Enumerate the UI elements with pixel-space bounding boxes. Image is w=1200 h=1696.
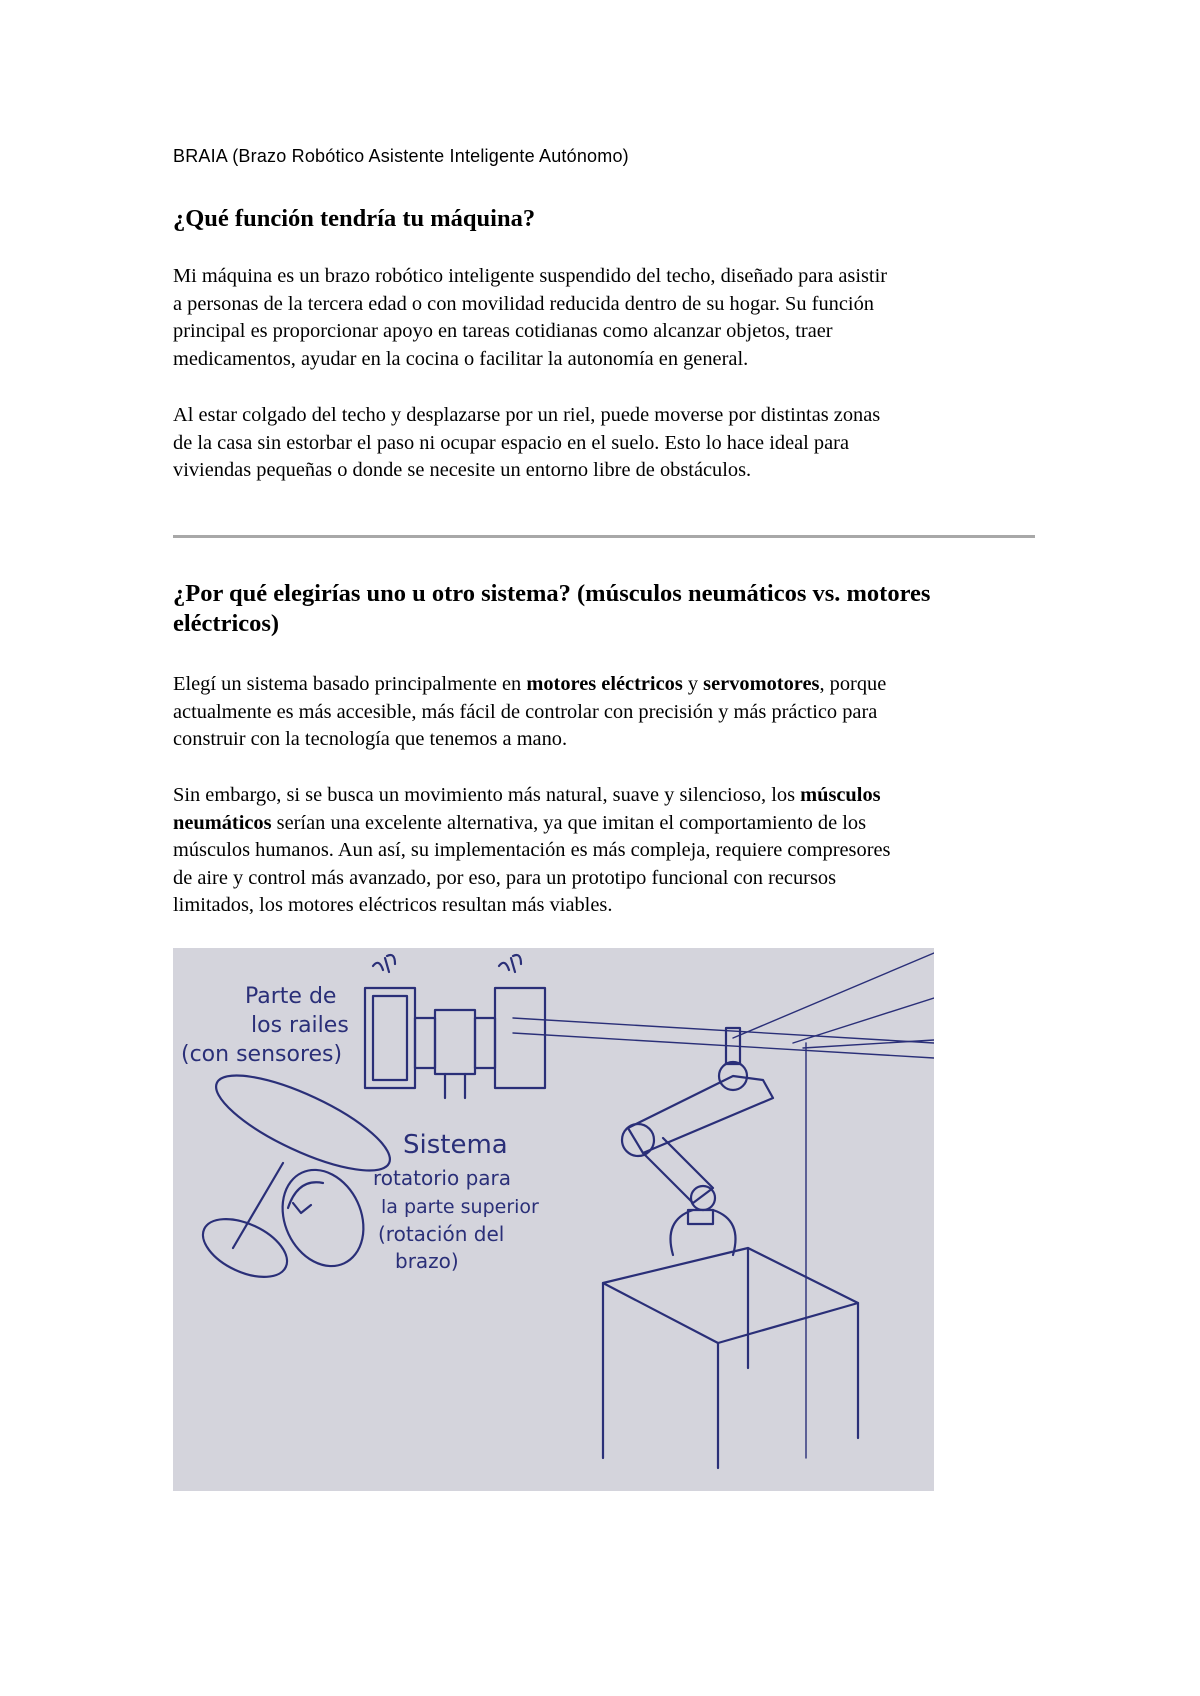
section1-paragraph1: Mi máquina es un brazo robótico inteligente suspendido del techo, diseñado para asistir a personas de la tercera edad o con movilidad reducida dentro de su hogar. Su función principal es proporcionar apoyo en tareas cotidianas como alcanzar objetos, traer medicamentos, ayudar en la cocina o facilitar la autonomía en general. — [173, 265, 888, 370]
ceiling-line-1 — [513, 1018, 934, 1043]
label-rails-3: (con sensores) — [181, 1042, 343, 1067]
section2-paragraph2 — [173, 782, 1035, 920]
p1-text-c: y — [682, 673, 704, 695]
section2-heading-line2: eléctricos) — [173, 610, 280, 637]
rotary-system — [194, 1057, 401, 1288]
section1-heading: ¿Qué función tendría tu máquina? — [173, 205, 536, 232]
section2-heading-line1: ¿Por qué elegirías uno u otro sistema? (músculos neumáticos vs. motores — [173, 580, 931, 607]
label-rot-4: (rotación del — [378, 1222, 505, 1246]
p1-bold-servomotores: servomotores — [703, 673, 820, 695]
ceiling-line-2 — [513, 1033, 934, 1058]
sketch-drawing — [173, 948, 934, 1491]
rail-back — [803, 1040, 934, 1048]
p1-bold-motores: motores eléctricos — [526, 673, 683, 695]
horizontal-divider — [173, 535, 1035, 538]
label-rails-2: los railes — [251, 1013, 349, 1038]
section2-paragraph1 — [173, 671, 1035, 754]
robot-arm-sketch — [173, 948, 934, 1491]
label-rails-1: Parte de — [245, 984, 337, 1009]
p2-text-c: serían una excelente alternativa, ya que imitan el comportamiento de los músculos humanos. Aun así, su implementación es más compleja, requiere compresores de aire y control más avanzado, por eso, para un prototipo funcional con recursos limitados, los motores eléctricos resultan más viables. — [173, 811, 891, 916]
p1-text-e: , porque actualmente es más accesible, más fácil de controlar con precisión y más práctico para construir con la tecnología que tenemos a mano. — [173, 673, 887, 750]
table — [603, 1248, 858, 1468]
ceiling-diagonal — [733, 953, 934, 1038]
label-rot-2: rotatorio para — [373, 1166, 511, 1190]
ceiling-edge — [793, 998, 934, 1043]
label-rot-5: brazo) — [395, 1249, 459, 1273]
robot-arm — [622, 1028, 773, 1255]
p2-text-a: Sin embargo, si se busca un movimiento más natural, suave y silencioso, los — [173, 784, 801, 806]
section1-paragraph2: Al estar colgado del techo y desplazarse por un riel, puede moverse por distintas zonas de la casa sin estorbar el paso ni ocupar espacio en el suelo. Esto lo hace ideal para viviendas pequeñas o donde se necesite un entorno libre de obstáculos. — [173, 404, 881, 481]
document-title: BRAIA (Brazo Robótico Asistente Inteligente Autónomo) — [173, 146, 629, 166]
p1-text-a: Elegí un sistema basado principalmente en — [173, 673, 527, 695]
label-rot-3: la parte superior — [381, 1196, 539, 1218]
label-rot-1: Sistema — [403, 1130, 508, 1160]
rail-section — [365, 955, 545, 1098]
section2-heading — [173, 579, 1035, 639]
p2-bold-musculos: músculos neumáticos — [173, 784, 881, 834]
